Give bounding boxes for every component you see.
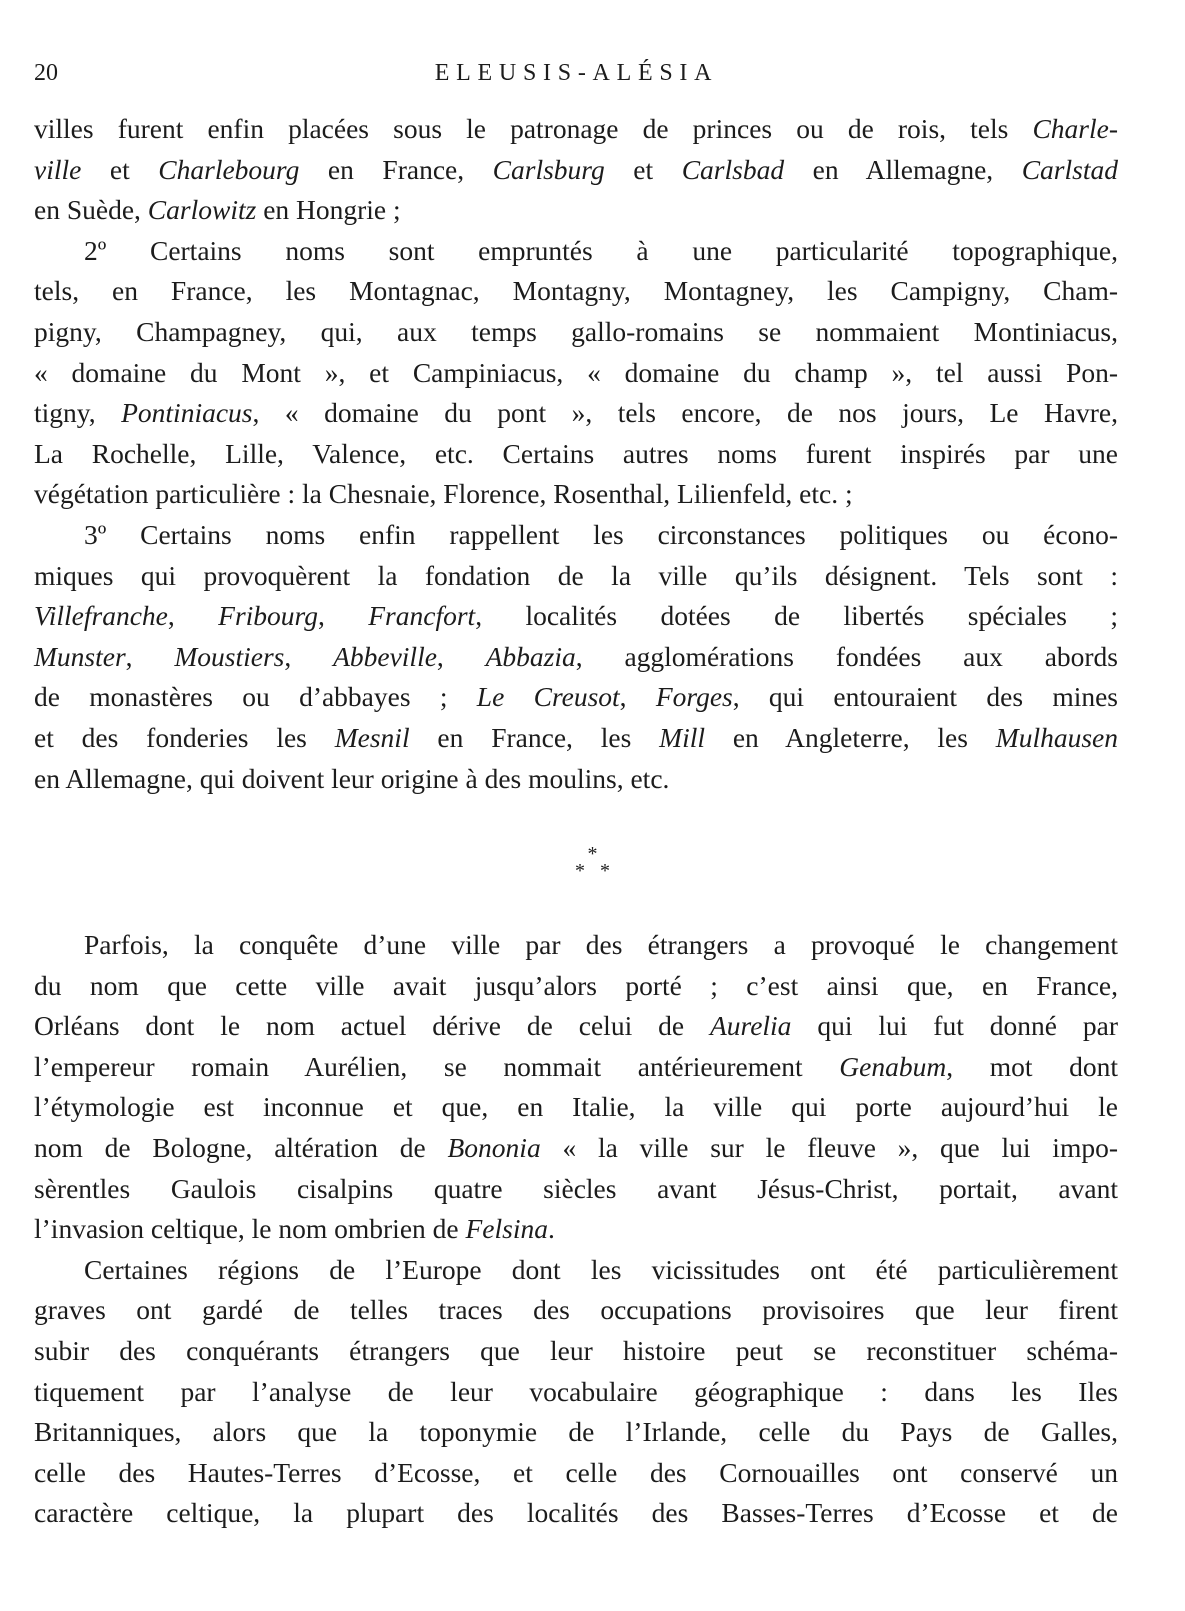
- text-line: [34, 1493, 1118, 1534]
- text-run: ,: [436, 640, 486, 672]
- text-line: [34, 393, 1118, 434]
- text-run: pigny, Champagney, qui, aux temps gallo-romains se nommaient Montiniacus,: [34, 315, 1118, 347]
- page-header: [34, 60, 1119, 96]
- text-run: de monastères ou d’abbayes ;: [34, 681, 477, 713]
- text-line: [34, 353, 1118, 394]
- text-run: ,: [167, 600, 219, 632]
- text-run: Orléans dont le nom actuel dérive de celui de: [34, 1010, 710, 1042]
- text-line: [34, 677, 1118, 718]
- text-run: en France,: [299, 153, 493, 185]
- text-run: tigny,: [34, 397, 122, 429]
- italic-term: Villefranche: [34, 600, 168, 632]
- text-run: et: [604, 153, 682, 185]
- italic-term: Pontiniacus: [121, 397, 253, 429]
- italic-term: Le Creusot: [476, 681, 620, 713]
- text-line: [34, 150, 1118, 191]
- italic-term: Carlsburg: [492, 153, 605, 185]
- text-line: [34, 596, 1118, 637]
- asterism-bottom-stars: [0, 860, 1185, 882]
- text-line: [34, 1087, 1118, 1128]
- text-line: [34, 312, 1118, 353]
- text-line: [34, 1412, 1118, 1453]
- page-number: 20: [34, 60, 58, 86]
- text-line: [34, 474, 1118, 515]
- text-run: nom de Bologne, altération de: [34, 1131, 448, 1163]
- text-line: [34, 556, 1118, 597]
- text-run: miques qui provoquèrent la fondation de la ville qu’ils désignent. Tels sont :: [34, 559, 1118, 591]
- text-line: [34, 1209, 1118, 1250]
- italic-term: Charle-: [1032, 113, 1118, 144]
- text-run: 3º Certains noms enfin rappellent les circonstances politiques ou écono-: [84, 518, 1118, 550]
- asterism-star-left: *: [575, 860, 585, 882]
- text-run: villes furent enfin placées sous le patronage de princes ou de rois, tels: [34, 113, 1033, 144]
- italic-term: Francfort: [368, 600, 476, 632]
- asterism-top-star: *: [587, 843, 598, 865]
- text-run: l’étymologie est inconnue et que, en Italie, la ville qui porte aujourd’hui le: [34, 1091, 1118, 1123]
- text-run: en Allemagne,: [784, 153, 1022, 185]
- text-line: [34, 515, 1118, 556]
- text-line: [34, 925, 1118, 966]
- text-run: celle des Hautes-Terres d’Ecosse, et celle des Cornouailles ont conservé un: [34, 1456, 1118, 1488]
- text-run: La Rochelle, Lille, Valence, etc. Certains autres noms furent inspirés par une: [34, 437, 1118, 469]
- text-line: [34, 759, 1118, 800]
- text-line: [34, 1128, 1118, 1169]
- text-run: subir des conquérants étrangers que leur histoire peut se reconstituer schéma-: [34, 1334, 1118, 1366]
- text-run: .: [548, 1213, 555, 1245]
- text-run: l’invasion celtique, le nom ombrien de: [34, 1213, 466, 1245]
- italic-term: Carlsbad: [681, 153, 785, 185]
- text-run: , agglomérations fondées aux abords: [575, 640, 1119, 672]
- text-run: « la ville sur le fleuve », que lui impo-: [540, 1131, 1118, 1163]
- text-run: qui lui fut donné par: [791, 1010, 1118, 1042]
- text-run: végétation particulière : la Chesnaie, Florence, Rosenthal, Lilienfeld, etc. ;: [34, 478, 853, 510]
- text-run: ,: [125, 640, 175, 672]
- text-line: [34, 966, 1118, 1007]
- italic-term: Carlstad: [1021, 153, 1118, 185]
- italic-term: Felsina: [465, 1213, 548, 1245]
- text-line: [34, 1047, 1118, 1088]
- italic-term: Abbeville: [333, 640, 437, 672]
- italic-term: ville: [34, 153, 82, 185]
- italic-term: Mulhausen: [995, 721, 1119, 753]
- text-line: [34, 718, 1118, 759]
- text-line: [34, 109, 1118, 150]
- text-line: [34, 434, 1118, 475]
- text-run: et des fonderies les: [34, 721, 335, 753]
- text-run: graves ont gardé de telles traces des occupations provisoires que leur firent: [34, 1294, 1118, 1326]
- text-run: ,: [284, 640, 334, 672]
- text-run: tiquement par l’analyse de leur vocabulaire géographique : dans les Iles: [34, 1375, 1118, 1407]
- text-line: [34, 1453, 1118, 1494]
- text-run: Britanniques, alors que la toponymie de l’Irlande, celle du Pays de Galles,: [34, 1416, 1118, 1448]
- text-run: , localités dotées de libertés spéciales ;: [475, 600, 1119, 632]
- text-line: [34, 231, 1118, 272]
- text-run: en Suède,: [34, 194, 148, 226]
- text-run: , qui entouraient des mines: [732, 681, 1119, 713]
- text-line: [34, 1372, 1118, 1413]
- italic-term: Aurelia: [709, 1010, 792, 1042]
- text-run: Parfois, la conquête d’une ville par des étrangers a provoqué le changement: [84, 929, 1118, 960]
- italic-term: Charlebourg: [158, 153, 300, 185]
- italic-term: Genabum: [839, 1050, 947, 1082]
- text-line: [34, 1169, 1118, 1210]
- text-section-2: [34, 925, 1118, 1534]
- text-run: , « domaine du pont », tels encore, de nos jours, Le Havre,: [252, 397, 1119, 429]
- text-run: en Angleterre, les: [705, 721, 996, 753]
- text-run: et: [81, 153, 159, 185]
- italic-term: Munster: [34, 640, 126, 672]
- text-run: l’empereur romain Aurélien, se nommait antérieurement: [34, 1050, 840, 1082]
- text-run: en Allemagne, qui doivent leur origine à des moulins, etc.: [34, 762, 670, 794]
- text-line: [34, 1250, 1118, 1291]
- text-run: Certaines régions de l’Europe dont les vicissitudes ont été particulièrement: [84, 1253, 1118, 1285]
- running-title: ELEUSIS-ALÉSIA: [434, 60, 719, 86]
- text-run: tels, en France, les Montagnac, Montagny, Montagney, les Campigny, Cham-: [34, 275, 1118, 307]
- text-run: caractère celtique, la plupart des localités des Basses-Terres d’Ecosse et de: [34, 1497, 1118, 1529]
- text-line: [34, 190, 1118, 231]
- text-run: ,: [619, 681, 656, 713]
- text-run: ,: [317, 600, 369, 632]
- italic-term: Moustiers: [174, 640, 285, 672]
- text-run: sèrentles Gaulois cisalpins quatre siècles avant Jésus-Christ, portait, avant: [34, 1172, 1118, 1204]
- text-section-1: [34, 109, 1118, 799]
- text-run: en France, les: [409, 721, 660, 753]
- text-run: , mot dont: [946, 1050, 1118, 1082]
- italic-term: Mesnil: [334, 721, 410, 753]
- italic-term: Forges: [655, 681, 733, 713]
- italic-term: Fribourg: [218, 600, 318, 632]
- text-line: [34, 1006, 1118, 1047]
- asterism-star-right: *: [600, 860, 610, 882]
- italic-term: Carlowitz: [147, 194, 257, 226]
- italic-term: Mill: [659, 721, 705, 753]
- italic-term: Abbazia: [485, 640, 576, 672]
- asterism-separator: [0, 843, 1185, 886]
- text-run: « domaine du Mont », et Campiniacus, « domaine du champ », tel aussi Pon-: [34, 356, 1118, 388]
- text-line: [34, 1331, 1118, 1372]
- text-line: [34, 271, 1118, 312]
- text-line: [34, 1290, 1118, 1331]
- text-run: du nom que cette ville avait jusqu’alors porté ; c’est ainsi que, en France,: [34, 969, 1118, 1001]
- text-run: en Hongrie ;: [256, 194, 401, 226]
- text-line: [34, 637, 1118, 678]
- text-run: 2º Certains noms sont empruntés à une particularité topographique,: [84, 234, 1118, 266]
- italic-term: Bononia: [447, 1131, 541, 1163]
